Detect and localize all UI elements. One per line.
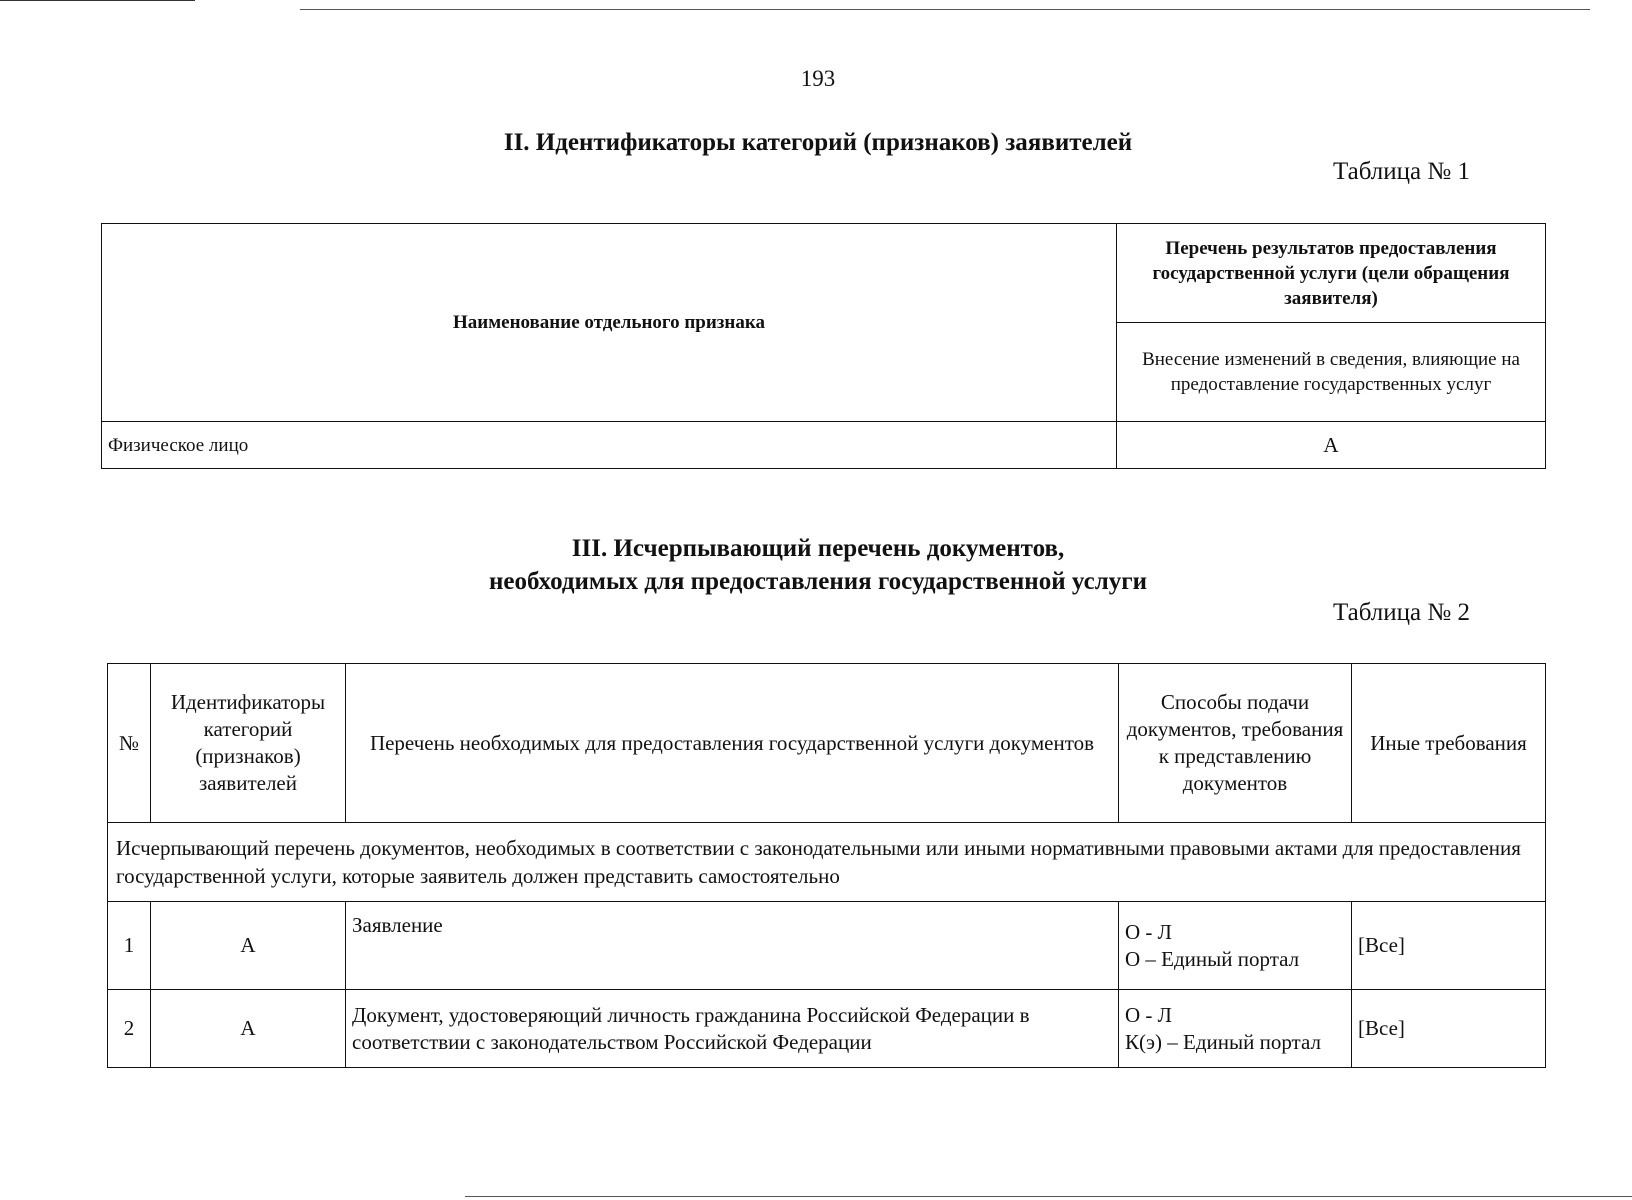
row-submission-methods <box>1119 902 1352 990</box>
table-row <box>102 422 1546 469</box>
header-submission-methods: Способы подачи документов, требования к представлению документов <box>1119 664 1352 823</box>
method-line-1: О - Л <box>1125 919 1172 944</box>
row-document: Заявление <box>346 902 1119 990</box>
feature-value-cell: А <box>1117 422 1546 469</box>
table-row <box>108 902 1546 990</box>
table-1-applicant-categories <box>101 223 1546 469</box>
section-3-title-line-2: необходимых для предоставления государственной услуги <box>489 568 1147 595</box>
section-3-title-line-1: III. Исчерпывающий перечень документов, <box>571 535 1065 562</box>
method-line-1: О - Л <box>1125 1002 1172 1027</box>
feature-name-cell: Физическое лицо <box>102 422 1117 469</box>
row-submission-methods <box>1119 990 1352 1068</box>
subheader-text: Исчерпывающий перечень документов, необходимых в соответствии с законодательными или иными нормативными правовыми актами для предоставления государственной услуги, которые заявитель должен представить самостоятельно <box>108 823 1546 902</box>
scan-edge-line-bottom <box>465 1196 1632 1197</box>
result-item: Внесение изменений в сведения, влияющие на предоставление государственных услуг <box>1117 323 1546 422</box>
method-line-2: К(э) – Единый портал <box>1125 1029 1321 1054</box>
header-number: № <box>108 664 151 823</box>
row-category-id: А <box>151 990 346 1068</box>
scan-edge-line-top-right <box>300 9 1590 10</box>
table-2-subheader-row <box>108 823 1546 902</box>
header-category-ids: Идентификаторы категорий (признаков) заявителей <box>151 664 346 823</box>
header-results-list: Перечень результатов предоставления государственной услуги (цели обращения заявителя) <box>1117 224 1546 323</box>
table-2-documents <box>107 663 1546 1068</box>
method-line-2: О – Единый портал <box>1125 946 1300 971</box>
scan-edge-line-top <box>0 0 195 1</box>
header-documents-list: Перечень необходимых для предоставления государственной услуги документов <box>346 664 1119 823</box>
row-other-requirements: [Все] <box>1352 902 1546 990</box>
row-document: Документ, удостоверяющий личность гражданина Российской Федерации в соответствии с законодательством Российской Федерации <box>346 990 1119 1068</box>
table-2-header-row <box>108 664 1546 823</box>
table-2-label: Таблица № 2 <box>1332 599 1470 626</box>
table-1-label: Таблица № 1 <box>1332 158 1470 185</box>
row-other-requirements: [Все] <box>1352 990 1546 1068</box>
header-feature-name: Наименование отдельного признака <box>102 224 1117 422</box>
row-number: 1 <box>108 902 151 990</box>
section-2-title: II. Идентификаторы категорий (признаков) заявителей <box>503 129 1133 156</box>
row-number: 2 <box>108 990 151 1068</box>
table-1-header-row <box>102 224 1546 323</box>
table-row <box>108 990 1546 1068</box>
page-number: 193 <box>800 66 836 91</box>
row-category-id: А <box>151 902 346 990</box>
header-other-requirements: Иные требования <box>1352 664 1546 823</box>
